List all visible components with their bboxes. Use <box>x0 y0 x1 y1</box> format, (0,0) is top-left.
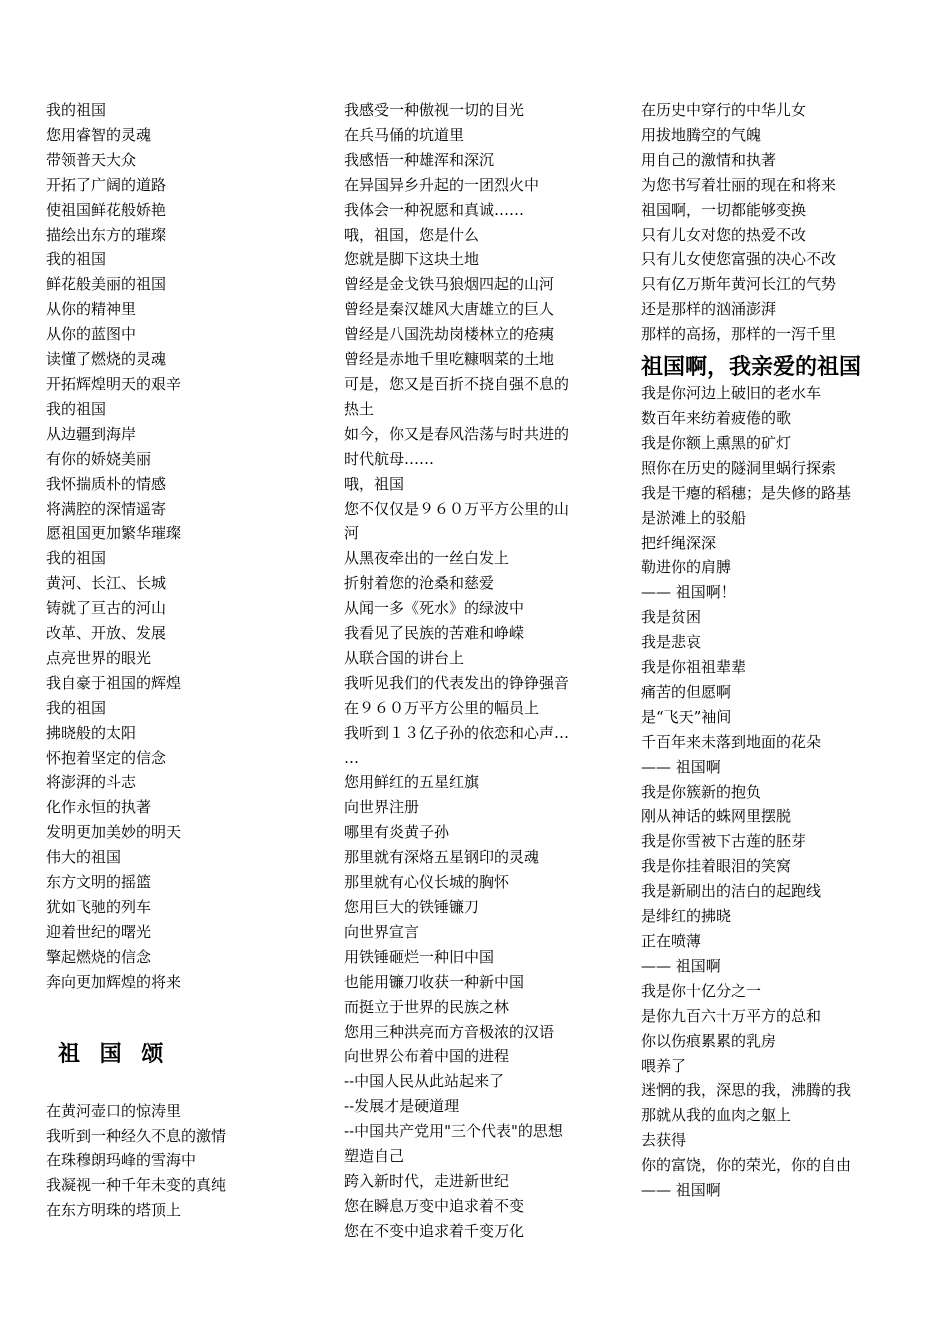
poem-line: 带领普天大众 <box>46 150 137 169</box>
poem-line: 鲜花般美丽的祖国 <box>46 275 167 294</box>
poem-line: 用自己的激情和执著 <box>641 150 777 169</box>
poem-line: --中国人民从此站起来了 <box>344 1072 505 1091</box>
poem-line: 曾经是八国洗劫岗楼林立的疮痍 <box>344 325 555 344</box>
poem-line: 我是你祖祖辈辈 <box>641 658 747 677</box>
poem-line: 是淤滩上的驳船 <box>641 508 747 527</box>
poem-line: 有你的娇娆美丽 <box>46 449 152 468</box>
poem-line: 数百年来纺着疲倦的歌 <box>641 408 792 427</box>
poem-line: 您不仅仅是９６０万平方公里的山 <box>344 499 570 518</box>
poem-line: 愿祖国更加繁华璀璨 <box>46 524 182 543</box>
poem-line: 在异国异乡升起的一团烈火中 <box>344 175 540 194</box>
poem-line: 奔向更加辉煌的将来 <box>46 972 182 991</box>
poem-line: 去获得 <box>641 1131 687 1150</box>
poem-line: 那就从我的血肉之躯上 <box>641 1106 792 1125</box>
poem-line: 正在喷薄 <box>641 932 702 950</box>
poem-line: 曾经是金戈铁马狼烟四起的山河 <box>344 275 555 294</box>
poem-line: --中国共产党用"三个代表"的思想 <box>344 1122 563 1141</box>
poem-line: 我的祖国 <box>46 549 107 568</box>
poem-line: 从你的蓝图中 <box>46 325 137 344</box>
poem-line: 是你九百六十万平方的总和 <box>641 1006 822 1025</box>
poem-line: —— 祖国啊 <box>641 956 721 975</box>
poem-line: 我的祖国 <box>46 698 107 717</box>
poem-stanza-dear-motherland <box>641 381 903 1203</box>
poem-line: 为您书写着壮丽的现在和将来 <box>641 175 837 194</box>
poem-line: 化作永恒的执著 <box>46 798 152 817</box>
poem-stanza-zuguo-song <box>46 1099 316 1224</box>
poem-line: 那里就有深烙五星钢印的灵魂 <box>344 848 540 867</box>
poem-line: 您用巨大的铁锤镰刀 <box>344 898 480 916</box>
poem-line: 时代航母…… <box>344 449 435 468</box>
poem-line: 点亮世界的眼光 <box>46 648 152 667</box>
poem-line: 在历史中穿行的中华儿女 <box>641 101 807 119</box>
poem-line: 向世界注册 <box>344 798 420 817</box>
poem-line: 千百年来未落到地面的花朵 <box>641 732 822 751</box>
poem-line: 是“飞天”袖间 <box>641 707 732 726</box>
poem-line: 我是贫困 <box>641 608 702 627</box>
poem-line: 我感受一种傲视一切的目光 <box>344 101 525 119</box>
poem-line: 在９６０万平方公里的幅员上 <box>344 698 540 717</box>
poem-line: 在珠穆朗玛峰的雪海中 <box>46 1151 197 1170</box>
poem-line: 开拓了广阔的道路 <box>46 175 167 194</box>
poem-line: 痛苦的但愿啊 <box>641 682 732 701</box>
poem-line: 从闻一多《死水》的绿波中 <box>344 599 525 618</box>
poem-stanza-my-motherland <box>46 98 316 995</box>
poem-column-3 <box>641 98 903 1203</box>
poem-line: 伟大的祖国 <box>46 848 122 867</box>
poem-line: 从联合国的讲台上 <box>344 648 465 667</box>
poem-line: —— 祖国啊 <box>641 1181 721 1200</box>
poem-line: … <box>344 748 359 767</box>
poem-line: 你的富饶，你的荣光，你的自由 <box>641 1156 852 1175</box>
poem-line: 塑造自己 <box>344 1147 405 1166</box>
poem-line: —— 祖国啊！ <box>641 583 736 602</box>
poem-line: 您在不变中追求着千变万化 <box>344 1221 525 1240</box>
poem-line: 哦，祖国，您是什么 <box>344 225 480 244</box>
poem-line: 那样的高扬，那样的一泻千里 <box>641 325 837 344</box>
poem-column-1 <box>46 98 316 1223</box>
poem-line: 折射着您的沧桑和慈爱 <box>344 574 495 593</box>
poem-line: 擎起燃烧的信念 <box>46 947 152 966</box>
poem-line: 而挺立于世界的民族之林 <box>344 997 510 1016</box>
poem-line: 在东方明珠的塔顶上 <box>46 1201 182 1220</box>
poem-line: 我听见我们的代表发出的铮铮强音 <box>344 673 570 692</box>
poem-line: 是绯红的拂晓 <box>641 907 732 926</box>
poem-line: 迷惘的我，深思的我，沸腾的我 <box>641 1081 852 1100</box>
poem-line: 改革、开放、发展 <box>46 624 167 643</box>
poem-line: 在兵马俑的坑道里 <box>344 125 465 144</box>
poem-line: 拂晓般的太阳 <box>46 723 137 742</box>
poem-line: 还是那样的汹涌澎湃 <box>641 300 777 319</box>
poem-line: 我是你额上熏黑的矿灯 <box>641 433 792 452</box>
poem-line: —— 祖国啊 <box>641 757 721 776</box>
poem-line: 把纤绳深深 <box>641 533 717 552</box>
poem-line: 河 <box>344 524 360 543</box>
poem-line: 我听到一种经久不息的激情 <box>46 1126 227 1145</box>
poem-line: 我的祖国 <box>46 101 107 119</box>
poem-line: 我是你簇新的抱负 <box>641 782 762 801</box>
poem-line: 从边疆到海岸 <box>46 424 137 443</box>
poem-line: 从你的精神里 <box>46 300 137 319</box>
poem-line: 我是你十亿分之一 <box>641 981 762 1000</box>
poem-line: 我凝视一种千年未变的真纯 <box>46 1176 227 1195</box>
poem-line: 您用睿智的灵魂 <box>46 125 152 144</box>
poem-line: 那里就有心仪长城的胸怀 <box>344 873 510 892</box>
poem-stanza-zuguo-song-continued <box>344 98 606 1244</box>
poem-line: --发展才是硬道理 <box>344 1097 460 1116</box>
poem-title-dear-motherland: 祖国啊，我亲爱的祖国 <box>641 354 862 381</box>
poem-line: 我怀揣质朴的情感 <box>46 474 167 493</box>
poem-line: 热土 <box>344 399 375 418</box>
poem-line: 从黑夜牵出的一丝白发上 <box>344 549 510 568</box>
poem-line: 我是你雪被下古莲的胚芽 <box>641 832 807 851</box>
poem-line: 迎着世纪的曙光 <box>46 922 152 941</box>
poem-line: 曾经是赤地千里吃糠咽菜的土地 <box>344 350 555 369</box>
poem-line: 哦，祖国 <box>344 474 405 493</box>
poem-line: 我感悟一种雄浑和深沉 <box>344 150 495 169</box>
poem-line: 发明更加美妙的明天 <box>46 823 182 842</box>
poem-line: 开拓辉煌明天的艰辛 <box>46 374 182 393</box>
poem-line: 只有亿万斯年黄河长江的气势 <box>641 275 837 294</box>
poem-line: 照你在历史的隧洞里蜗行探索 <box>641 458 837 477</box>
poem-line: 我是悲哀 <box>641 633 702 652</box>
poem-line: 读懂了燃烧的灵魂 <box>46 350 167 369</box>
poem-line: 哪里有炎黄子孙 <box>344 823 450 842</box>
poem-line: 您就是脚下这块土地 <box>344 250 480 269</box>
poem-line: 可是，您又是百折不挠自强不息的 <box>344 374 570 393</box>
poem-title-zuguo-song: 祖 国 颂 <box>58 1040 170 1067</box>
poem-line: 东方文明的摇篮 <box>46 873 152 892</box>
poem-line: 也能用镰刀收获一种新中国 <box>344 972 525 991</box>
poem-line: 在黄河壶口的惊涛里 <box>46 1101 182 1120</box>
poem-line: 您用三种洪亮而方音极浓的汉语 <box>344 1022 555 1041</box>
poem-line: 曾经是秦汉雄风大唐雄立的巨人 <box>344 300 555 319</box>
poem-line: 我体会一种祝愿和真诚…… <box>344 200 525 219</box>
poem-line: 您用鲜红的五星红旗 <box>344 773 480 792</box>
poem-line: 喂养了 <box>641 1056 687 1075</box>
poem-stanza-zuguo-song-ending <box>641 98 903 347</box>
poem-line: 犹如飞驰的列车 <box>46 898 152 916</box>
poem-line: 只有儿女使您富强的决心不改 <box>641 250 837 269</box>
poem-line: 我是新刷出的洁白的起跑线 <box>641 882 822 901</box>
poem-line: 祖国啊，一切都能够变换 <box>641 200 807 219</box>
poem-line: 向世界公布着中国的进程 <box>344 1047 510 1066</box>
poem-line: 我看见了民族的苦难和峥嵘 <box>344 624 525 643</box>
poem-line: 用拔地腾空的气魄 <box>641 125 762 144</box>
poem-column-2 <box>344 98 606 1244</box>
poem-line: 我听到１３亿子孙的依恋和心声… <box>344 723 570 742</box>
poem-line: 我自豪于祖国的辉煌 <box>46 673 182 692</box>
poem-line: 我是你挂着眼泪的笑窝 <box>641 857 792 876</box>
poem-line: 我的祖国 <box>46 399 107 418</box>
poem-line: 描绘出东方的璀璨 <box>46 225 167 244</box>
poem-line: 刚从神话的蛛网里摆脱 <box>641 807 792 826</box>
poem-line: 你以伤痕累累的乳房 <box>641 1031 777 1050</box>
poem-line: 您在瞬息万变中追求着不变 <box>344 1196 525 1215</box>
poem-line: 将澎湃的斗志 <box>46 773 137 792</box>
poem-line: 我是干瘪的稻穗；是失修的路基 <box>641 483 852 502</box>
poem-line: 只有儿女对您的热爱不改 <box>641 225 807 244</box>
poem-line: 我是你河边上破旧的老水车 <box>641 384 822 403</box>
poem-line: 跨入新时代，走进新世纪 <box>344 1171 510 1190</box>
poem-line: 勒进你的肩膊 <box>641 558 732 577</box>
poem-line: 用铁锤砸烂一种旧中国 <box>344 947 495 966</box>
poem-line: 向世界宣言 <box>344 922 420 941</box>
poem-line: 怀抱着坚定的信念 <box>46 748 167 767</box>
poem-line: 如今，你又是春风浩荡与时共进的 <box>344 424 570 443</box>
poem-line: 铸就了亘古的河山 <box>46 599 167 618</box>
poem-line: 使祖国鲜花般娇艳 <box>46 200 167 219</box>
poem-line: 黄河、长江、长城 <box>46 574 167 593</box>
poem-line: 将满腔的深情遥寄 <box>46 499 167 518</box>
poem-line: 我的祖国 <box>46 250 107 269</box>
